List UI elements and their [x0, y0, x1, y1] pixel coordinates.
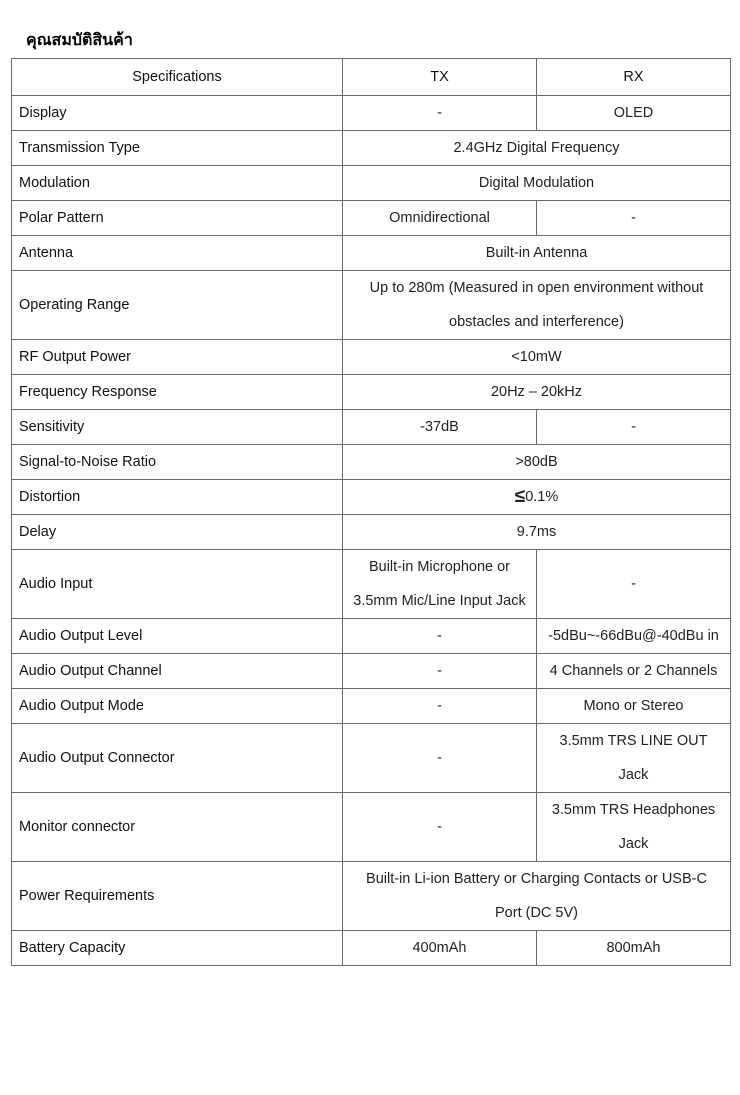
value-rf-output-power: <10mW: [343, 340, 731, 375]
spec-label-antenna: Antenna: [12, 236, 343, 271]
tx-value-audio-input: Built-in Microphone or 3.5mm Mic/Line Input Jack: [343, 550, 537, 619]
header-specifications: Specifications: [12, 59, 343, 96]
header-tx: TX: [343, 59, 537, 96]
rx-value-display: OLED: [537, 96, 731, 131]
table-row: [12, 445, 731, 480]
tx-value-audio-output-mode: -: [343, 689, 537, 724]
value-transmission-type: 2.4GHz Digital Frequency: [343, 131, 731, 166]
value-modulation: Digital Modulation: [343, 166, 731, 201]
header-rx: RX: [537, 59, 731, 96]
value-power-requirements: Built-in Li-ion Battery or Charging Contacts or USB-C Port (DC 5V): [343, 862, 731, 931]
spec-label-operating-range: Operating Range: [12, 271, 343, 340]
tx-value-sensitivity: -37dB: [343, 410, 537, 445]
spec-label-battery-capacity: Battery Capacity: [12, 931, 343, 966]
rx-value-monitor-connector: 3.5mm TRS Headphones Jack: [537, 793, 731, 862]
rx-value-audio-output-connector: 3.5mm TRS LINE OUT Jack: [537, 724, 731, 793]
table-row: [12, 480, 731, 515]
table-row: [12, 550, 731, 619]
value-antenna: Built-in Antenna: [343, 236, 731, 271]
value-distortion: [343, 480, 731, 515]
spec-label-delay: Delay: [12, 515, 343, 550]
rx-value-audio-input: -: [537, 550, 731, 619]
spec-label-audio-output-level: Audio Output Level: [12, 619, 343, 654]
table-row: [12, 862, 731, 931]
tx-value-battery-capacity: 400mAh: [343, 931, 537, 966]
spec-label-rf-output-power: RF Output Power: [12, 340, 343, 375]
spec-label-audio-input: Audio Input: [12, 550, 343, 619]
table-row: [12, 654, 731, 689]
table-header-row: [12, 59, 731, 96]
specifications-table: [11, 58, 731, 966]
table-row: [12, 166, 731, 201]
spec-label-sensitivity: Sensitivity: [12, 410, 343, 445]
page-title: คุณสมบัติสินค้า: [26, 30, 133, 49]
spec-label-polar-pattern: Polar Pattern: [12, 201, 343, 236]
value-frequency-response: 20Hz – 20kHz: [343, 375, 731, 410]
spec-label-display: Display: [12, 96, 343, 131]
table-row: [12, 340, 731, 375]
table-row: [12, 131, 731, 166]
tx-value-audio-output-connector: -: [343, 724, 537, 793]
less-equal-symbol: ≤: [514, 486, 526, 507]
spec-label-monitor-connector: Monitor connector: [12, 793, 343, 862]
table-row: [12, 96, 731, 131]
table-row: [12, 375, 731, 410]
table-row: [12, 515, 731, 550]
tx-value-audio-output-channel: -: [343, 654, 537, 689]
spec-label-distortion: Distortion: [12, 480, 343, 515]
value-snr: >80dB: [343, 445, 731, 480]
rx-value-battery-capacity: 800mAh: [537, 931, 731, 966]
value-operating-range: Up to 280m (Measured in open environment without obstacles and interference): [343, 271, 731, 340]
table-row: [12, 236, 731, 271]
tx-value-display: -: [343, 96, 537, 131]
spec-label-transmission-type: Transmission Type: [12, 131, 343, 166]
spec-label-frequency-response: Frequency Response: [12, 375, 343, 410]
spec-label-snr: Signal-to-Noise Ratio: [12, 445, 343, 480]
table-row: [12, 271, 731, 340]
rx-value-polar-pattern: -: [537, 201, 731, 236]
distortion-value: 0.1%: [525, 489, 559, 505]
tx-value-monitor-connector: -: [343, 793, 537, 862]
spec-label-audio-output-connector: Audio Output Connector: [12, 724, 343, 793]
table-row: [12, 724, 731, 793]
table-row: [12, 793, 731, 862]
table-row: [12, 201, 731, 236]
value-delay: 9.7ms: [343, 515, 731, 550]
spec-label-audio-output-channel: Audio Output Channel: [12, 654, 343, 689]
rx-value-audio-output-channel: 4 Channels or 2 Channels: [537, 654, 731, 689]
table-row: [12, 689, 731, 724]
rx-value-sensitivity: -: [537, 410, 731, 445]
rx-value-audio-output-mode: Mono or Stereo: [537, 689, 731, 724]
spec-label-modulation: Modulation: [12, 166, 343, 201]
tx-value-audio-output-level: -: [343, 619, 537, 654]
spec-label-audio-output-mode: Audio Output Mode: [12, 689, 343, 724]
spec-label-power-requirements: Power Requirements: [12, 862, 343, 931]
table-row: [12, 619, 731, 654]
table-row: [12, 410, 731, 445]
tx-value-polar-pattern: Omnidirectional: [343, 201, 537, 236]
rx-value-audio-output-level: -5dBu~-66dBu@-40dBu in: [537, 619, 731, 654]
table-row: [12, 931, 731, 966]
